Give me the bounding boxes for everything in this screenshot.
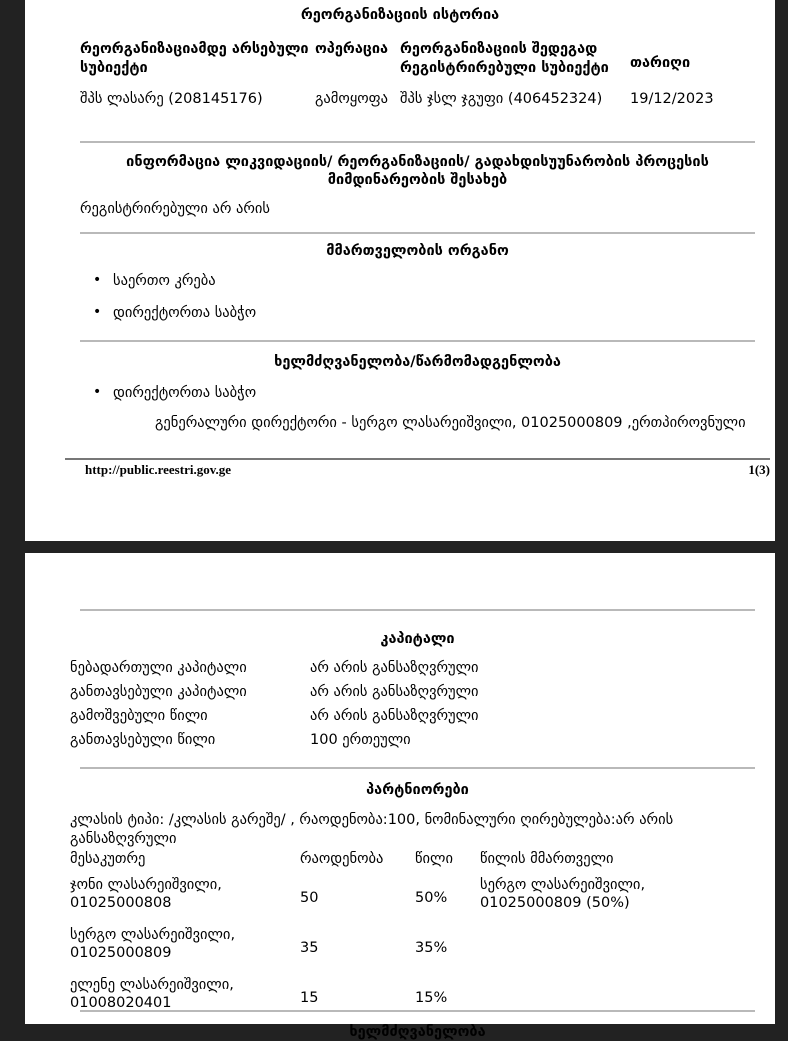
section-divider (80, 609, 755, 611)
capital-label: განთავსებული კაპიტალი (70, 684, 247, 700)
list-item: • დირექტორთა საბჭო (80, 304, 680, 323)
cell-owner: ჯონი ლასარეიშვილი, 01025000808 (70, 877, 222, 911)
column-header-share-manager: წილის მმართველი (480, 851, 614, 867)
capital-section-title: კაპიტალი (380, 631, 455, 647)
management-section-title: მმართველობის ორგანო (326, 243, 509, 259)
representation-body-list (80, 384, 680, 416)
cell-quantity: 50 (300, 890, 319, 906)
liquidation-section-title: ინფორმაცია ლიკვიდაციის/ რეორგანიზაციის/ გადახდისუუნარობის პროცესის მიმდინარეობის შესახებ (126, 154, 709, 189)
footer-page-number: 1(3) (748, 462, 770, 477)
cell-share-manager: სერგო ლასარეიშვილი, 01025000809 (50%) (480, 877, 646, 911)
partners-table (70, 851, 750, 1027)
management-body-list (80, 272, 680, 336)
column-header-quantity: რაოდენობა (300, 851, 384, 867)
capital-label: განთავსებული წილი (70, 732, 216, 748)
page-2-body (25, 553, 775, 1040)
cell-quantity: 15 (300, 990, 319, 1006)
section-divider (80, 767, 755, 769)
cell-owner: სერგო ლასარეიშვილი, 01025000809 (70, 927, 236, 961)
capital-label: გამოშვებული წილი (70, 708, 208, 724)
representation-detail-text: გენერალური დირექტორი - სერგო ლასარეიშვილი, 01025000809 ,ერთპიროვნული (155, 415, 746, 431)
section-divider (80, 232, 755, 234)
table-row (70, 732, 750, 756)
page-title: რეორგანიზაციის ისტორია (300, 7, 500, 23)
capital-label: ნებადართული კაპიტალი (70, 660, 247, 676)
footer-url[interactable]: http://public.reestri.gov.ge (85, 462, 232, 477)
section-divider (80, 1010, 755, 1012)
table-row (70, 877, 750, 927)
cell-owner: ელენე ლასარეიშვილი, 01008020401 (70, 977, 234, 1011)
partners-section-title: პარტნიორები (366, 782, 469, 798)
table-row (70, 977, 750, 1027)
capital-value: არ არის განსაზღვრული (310, 660, 479, 676)
section-divider (80, 340, 755, 342)
cell-quantity: 35 (300, 940, 319, 956)
table-header-row (80, 40, 760, 84)
next-section-title-clipped (80, 1023, 755, 1040)
table-row (70, 660, 750, 684)
next-section-title: ხელმძღვანელობა (349, 1024, 486, 1040)
liquidation-status-text: რეგისტრირებული არ არის (80, 201, 270, 217)
footer-divider (65, 458, 770, 460)
column-header-before-subject: რეორგანიზაციამდე არსებული სუბიექტი (80, 41, 309, 76)
table-row (70, 684, 750, 708)
capital-value: 100 ერთეული (310, 732, 411, 748)
page-1-body (25, 0, 775, 541)
reorganization-history-table (80, 40, 760, 112)
document-page-1 (25, 0, 775, 541)
column-header-operation: ოპერაცია (315, 41, 389, 57)
column-header-after-subject: რეორგანიზაციის შედეგად რეგისტრირებული სუბიექტი (400, 41, 609, 76)
cell-share: 15% (415, 990, 448, 1006)
table-row (70, 708, 750, 732)
capital-table (70, 660, 750, 756)
table-row (70, 927, 750, 977)
cell-share: 35% (415, 940, 448, 956)
capital-value: არ არის განსაზღვრული (310, 708, 479, 724)
list-item: • დირექტორთა საბჭო (80, 384, 680, 403)
share-class-description: კლასის ტიპი: /კლასის გარეშე/ , რაოდენობა:100, ნომინალური ღირებულება:არ არის განსაზღვრული (70, 812, 674, 847)
table-header-row (70, 851, 750, 877)
column-header-date: თარიღი (630, 55, 691, 71)
list-item: • საერთო კრება (80, 272, 680, 291)
section-divider (80, 141, 755, 143)
cell-date: 19/12/2023 (630, 91, 714, 107)
capital-value: არ არის განსაზღვრული (310, 684, 479, 700)
table-row (80, 90, 760, 112)
column-header-owner: მესაკუთრე (70, 851, 146, 867)
cell-before-subject: შპს ლასარე (208145176) (80, 91, 263, 107)
representation-section-title: ხელმძღვანელობა/წარმომადგენლობა (274, 354, 561, 370)
cell-after-subject: შპს ჯსლ ჯგუფი (406452324) (400, 91, 603, 107)
document-page-2 (25, 553, 775, 1040)
column-header-share: წილი (415, 851, 453, 867)
cell-share: 50% (415, 890, 448, 906)
cell-operation: გამოყოფა (315, 91, 388, 107)
